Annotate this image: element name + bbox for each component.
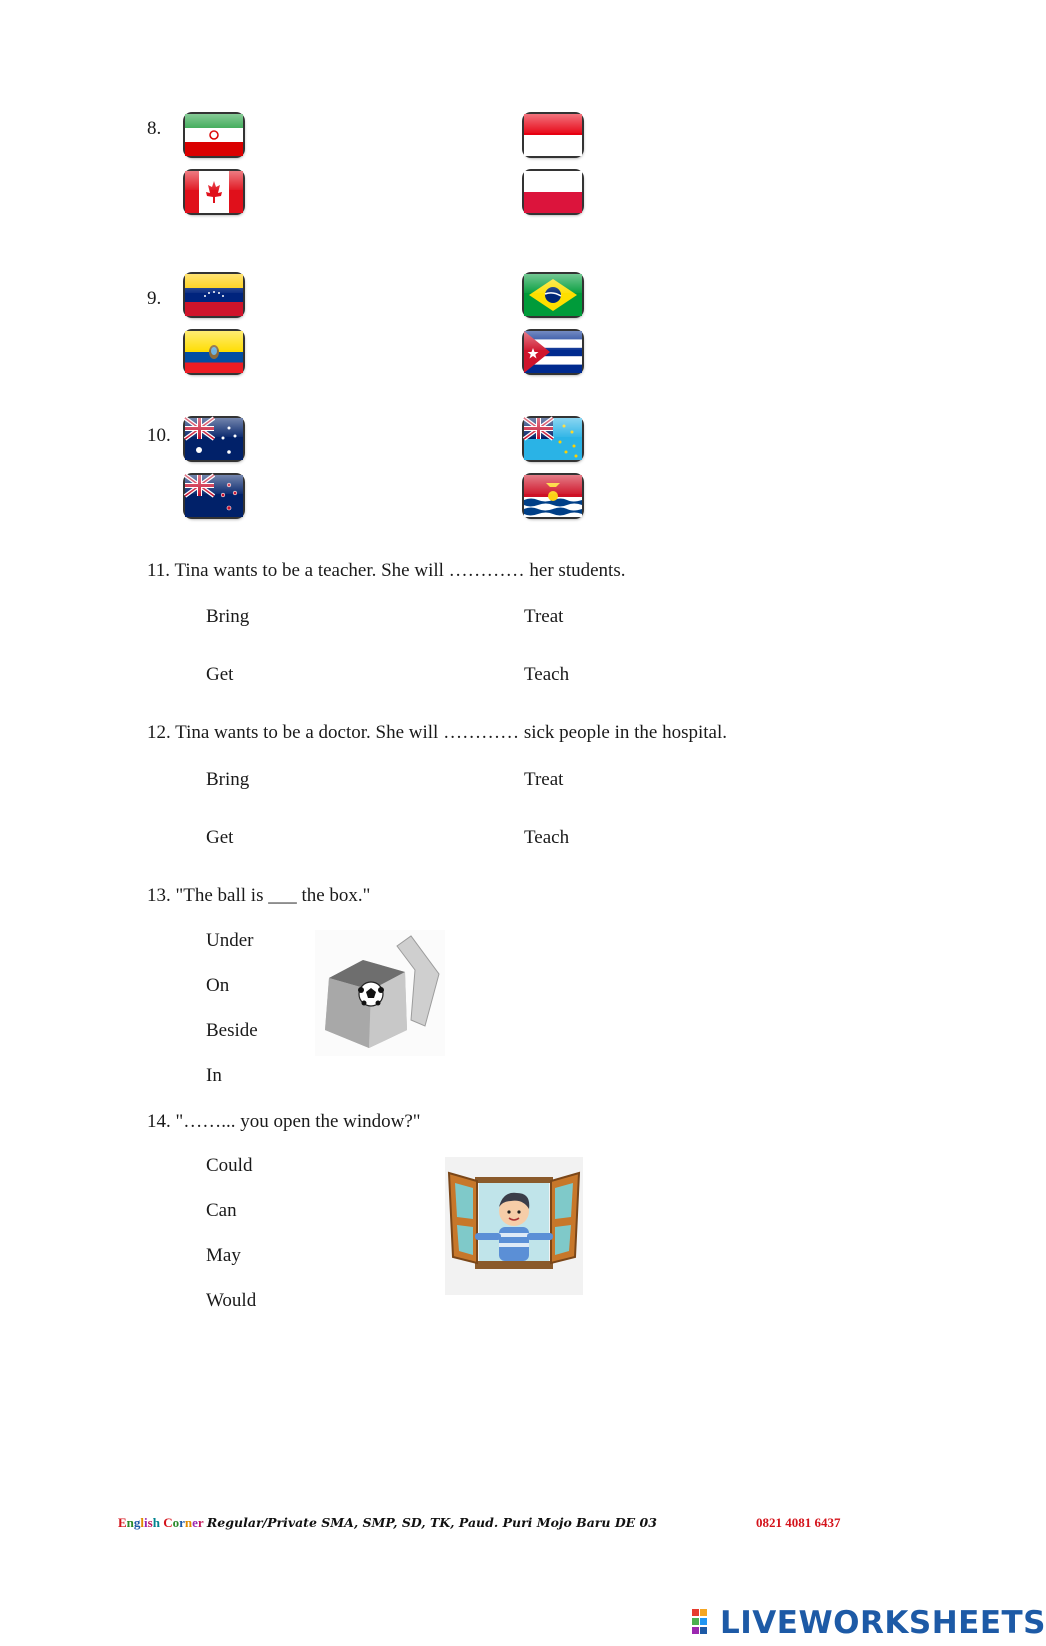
boy-opening-window-icon [445, 1157, 583, 1295]
q12-option-get[interactable]: Get [206, 827, 234, 848]
ball-in-box-icon [315, 930, 445, 1056]
question-12-text: 12. Tina wants to be a doctor. She will ………… sick people in the hospital. [147, 722, 727, 743]
q13-option-beside[interactable]: Beside [206, 1020, 258, 1041]
poland-flag-icon[interactable] [524, 171, 582, 213]
tuvalu-flag-icon[interactable] [524, 418, 582, 460]
q12-option-bring[interactable]: Bring [206, 769, 250, 790]
cuba-flag-icon[interactable] [524, 331, 582, 373]
canada-flag-icon[interactable] [185, 171, 243, 213]
q14-option-could[interactable]: Could [206, 1155, 253, 1176]
q12-option-treat[interactable]: Treat [524, 769, 564, 790]
iran-flag-icon[interactable] [185, 114, 243, 156]
new-zealand-flag-icon[interactable] [185, 475, 243, 517]
footer-phone: 0821 4081 6437 [756, 1515, 841, 1530]
australia-flag-icon[interactable] [185, 418, 243, 460]
q14-option-may[interactable]: May [206, 1245, 241, 1266]
english-corner-label: English Corner [118, 1515, 204, 1530]
footer-text [118, 1515, 657, 1531]
q13-option-on[interactable]: On [206, 975, 230, 996]
q11-option-treat[interactable]: Treat [524, 606, 564, 627]
footer-details: Regular/Private SMA, SMP, SD, TK, Paud. Puri Mojo Baru DE 03 [206, 1515, 657, 1530]
question-14-text: 14. "……... you open the window?" [147, 1111, 421, 1132]
question-13-text: 13. "The ball is ___ the box." [147, 885, 371, 906]
question-8-number: 8. [147, 118, 162, 139]
indonesia-flag-icon[interactable] [524, 114, 582, 156]
question-9-number: 9. [147, 288, 162, 309]
ecuador-flag-icon[interactable] [185, 331, 243, 373]
q11-option-bring[interactable]: Bring [206, 606, 250, 627]
q11-option-get[interactable]: Get [206, 664, 234, 685]
question-11-text: 11. Tina wants to be a teacher. She will ………… her students. [147, 560, 626, 581]
q12-option-teach[interactable]: Teach [524, 827, 570, 848]
kiribati-flag-icon[interactable] [524, 475, 582, 517]
q11-option-teach[interactable]: Teach [524, 664, 570, 685]
liveworksheets-logo-icon [692, 1609, 716, 1635]
q13-option-in[interactable]: In [206, 1065, 222, 1086]
brazil-flag-icon[interactable] [524, 274, 582, 316]
venezuela-flag-icon[interactable] [185, 274, 243, 316]
question-10-number: 10. [147, 425, 171, 446]
q14-option-would[interactable]: Would [206, 1290, 257, 1311]
liveworksheets-brand[interactable]: LIVEWORKSHEETS [720, 1605, 1046, 1641]
q13-option-under[interactable]: Under [206, 930, 254, 951]
q14-option-can[interactable]: Can [206, 1200, 237, 1221]
